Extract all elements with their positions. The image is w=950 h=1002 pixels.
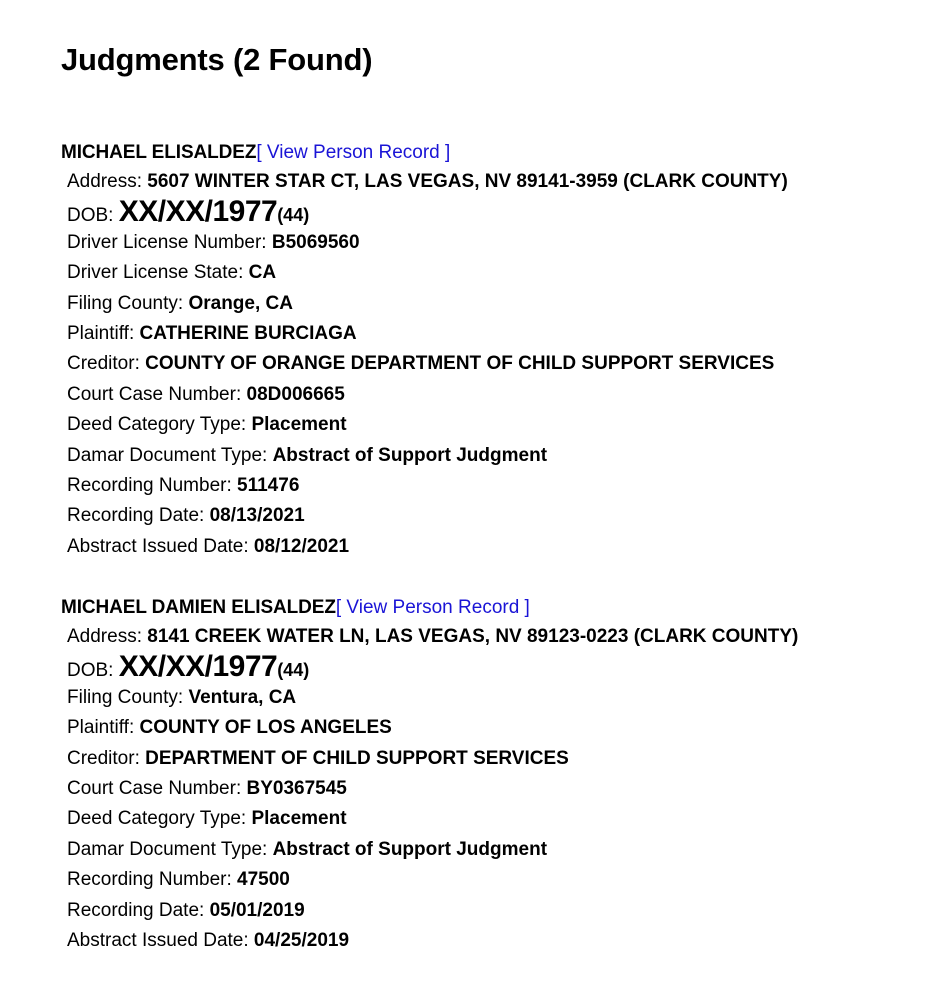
dob-field [67,652,798,682]
driver-license-number-field [67,228,788,258]
creditor-field [67,744,798,774]
field-label: Court Case Number: [67,383,247,405]
abstract-issued-date-field [67,926,798,956]
field-label: Abstract Issued Date: [67,535,254,557]
field-label: Damar Document Type: [67,444,273,466]
driver-license-state-field [67,258,788,288]
field-value: B5069560 [271,231,360,253]
judgment-record [61,139,788,562]
address-field [67,622,798,652]
view-person-record-link[interactable]: [ View Person Record ] [256,142,451,163]
field-value: DEPARTMENT OF CHILD SUPPORT SERVICES [145,747,569,769]
age-value: (44) [277,660,310,681]
field-value: 5607 WINTER STAR CT, LAS VEGAS, NV 89141-3959 (CLARK COUNTY) [147,171,788,192]
court-case-number-field [67,380,788,410]
field-label: Deed Category Type: [67,414,252,436]
abstract-issued-date-field [67,532,788,562]
person-name: MICHAEL DAMIEN ELISALDEZ [61,597,336,618]
field-value: 511476 [237,474,300,496]
age-value: (44) [277,205,310,226]
deed-category-type-field [67,804,798,834]
field-value: COUNTY OF ORANGE DEPARTMENT OF CHILD SUPPORT SERVICES [145,353,775,375]
recording-number-field [67,865,798,895]
field-label: DOB: [67,660,119,682]
recording-number-field [67,471,788,501]
field-label: Abstract Issued Date: [67,929,254,951]
field-label: Recording Date: [67,899,210,921]
dob-field [67,197,788,227]
field-value: Orange, CA [188,292,293,314]
field-label: Recording Date: [67,505,210,527]
person-header [61,594,798,622]
dob-value: XX/XX/1977 [118,195,278,229]
plaintiff-field [67,319,788,349]
field-label: Recording Number: [67,869,238,891]
field-label: Damar Document Type: [67,838,273,860]
field-value: CA [248,262,277,284]
field-label: Plaintiff: [67,322,140,344]
damar-document-type-field [67,835,798,865]
field-value: Abstract of Support Judgment [272,838,548,860]
field-label: Driver License State: [67,262,249,284]
view-person-record-link[interactable]: [ View Person Record ] [335,597,530,618]
field-label: DOB: [67,205,119,227]
field-value: COUNTY OF LOS ANGELES [139,717,392,739]
damar-document-type-field [67,441,788,471]
recording-date-field [67,501,788,531]
field-label: Deed Category Type: [67,808,252,830]
deed-category-type-field [67,410,788,440]
field-value: Ventura, CA [188,686,297,708]
field-value: 08D006665 [246,383,345,405]
field-label: Creditor: [67,747,146,769]
person-header [61,139,788,167]
field-label: Creditor: [67,353,146,375]
recording-date-field [67,896,798,926]
judgment-record [61,594,798,956]
field-value: Placement [251,808,347,830]
filing-county-field [67,683,798,713]
field-label: Driver License Number: [67,231,272,253]
field-value: 08/12/2021 [253,535,350,557]
address-field [67,167,788,197]
field-label: Court Case Number: [67,777,247,799]
filing-county-field [67,289,788,319]
field-label: Plaintiff: [67,717,140,739]
field-label: Recording Number: [67,474,238,496]
field-value: 08/13/2021 [209,505,305,527]
field-label: Address: [67,626,148,647]
field-value: BY0367545 [246,777,347,799]
field-value: CATHERINE BURCIAGA [139,322,357,344]
field-label: Filing County: [67,686,189,708]
field-value: 05/01/2019 [209,899,305,921]
dob-value: XX/XX/1977 [118,650,278,684]
field-value: Placement [251,414,347,436]
person-name: MICHAEL ELISALDEZ [61,142,257,163]
field-value: 04/25/2019 [253,929,350,951]
court-case-number-field [67,774,798,804]
plaintiff-field [67,713,798,743]
field-value: Abstract of Support Judgment [272,444,548,466]
field-label: Filing County: [67,292,189,314]
field-value: 8141 CREEK WATER LN, LAS VEGAS, NV 89123-0223 (CLARK COUNTY) [147,626,799,647]
creditor-field [67,349,788,379]
field-label: Address: [67,171,148,192]
field-value: 47500 [237,869,290,891]
page-title: Judgments (2 Found) [61,42,373,77]
